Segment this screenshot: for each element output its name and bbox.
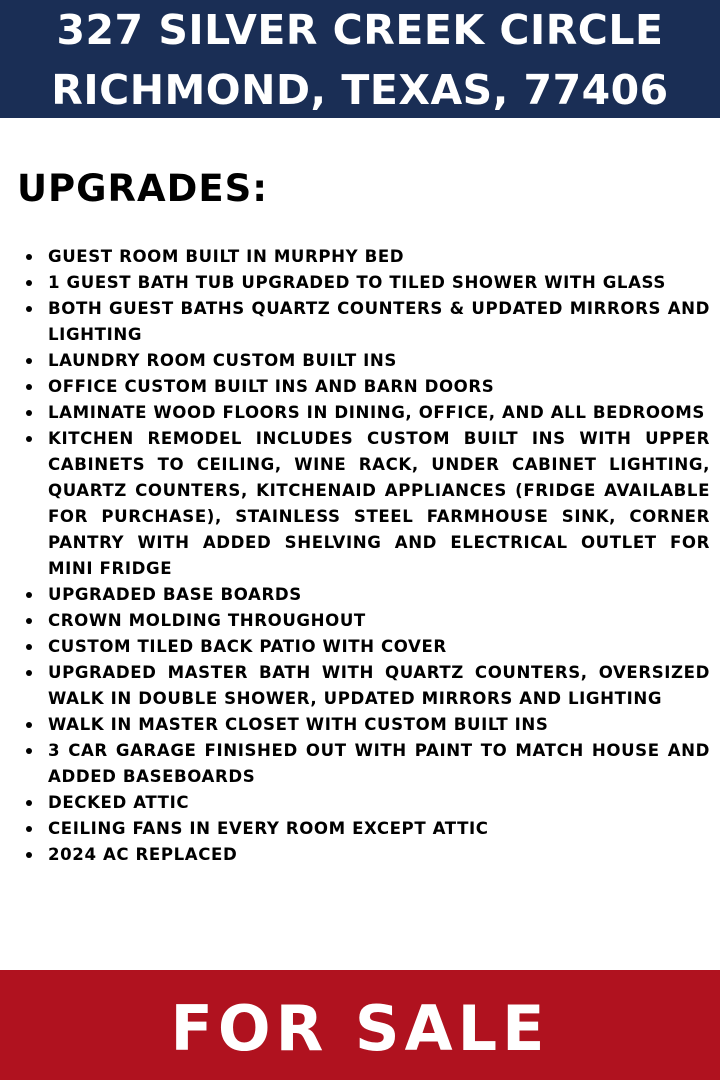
list-item: [48, 712, 710, 738]
address-banner: [0, 0, 720, 118]
list-item: [48, 634, 710, 660]
bullet-icon: [26, 800, 32, 806]
bullet-icon: [26, 358, 32, 364]
upgrade-text: LAMINATE WOOD FLOORS IN DINING, OFFICE, AND ALL BEDROOMS: [48, 403, 705, 422]
bullet-icon: [26, 852, 32, 858]
bullet-icon: [26, 826, 32, 832]
list-item: [48, 348, 710, 374]
upgrade-text: WALK IN MASTER CLOSET WITH CUSTOM BUILT INS: [48, 715, 549, 734]
upgrades-list: [48, 244, 710, 868]
bullet-icon: [26, 670, 32, 676]
bullet-icon: [26, 254, 32, 260]
list-item: [48, 296, 710, 348]
upgrade-text: 2024 AC REPLACED: [48, 845, 238, 864]
upgrade-text: UPGRADED BASE BOARDS: [48, 585, 302, 604]
upgrade-text: GUEST ROOM BUILT IN MURPHY BED: [48, 247, 405, 266]
bullet-icon: [26, 618, 32, 624]
list-item: [48, 374, 710, 400]
city-state-zip: RICHMOND, TEXAS, 77406: [51, 66, 669, 114]
street-address: 327 SILVER CREEK CIRCLE: [56, 6, 664, 54]
list-item: [48, 608, 710, 634]
upgrade-text: DECKED ATTIC: [48, 793, 190, 812]
upgrade-text: CEILING FANS IN EVERY ROOM EXCEPT ATTIC: [48, 819, 489, 838]
bullet-icon: [26, 410, 32, 416]
list-item: [48, 270, 710, 296]
bullet-icon: [26, 306, 32, 312]
upgrades-heading: UPGRADES:: [17, 167, 269, 210]
bullet-icon: [26, 280, 32, 286]
bullet-icon: [26, 436, 32, 442]
list-item: [48, 244, 710, 270]
list-item: [48, 816, 710, 842]
upgrade-text: CUSTOM TILED BACK PATIO WITH COVER: [48, 637, 447, 656]
upgrade-text: UPGRADED MASTER BATH WITH QUARTZ COUNTERS, OVERSIZED WALK IN DOUBLE SHOWER, UPDATED MIRRORS AND LIGHTING: [48, 663, 710, 708]
list-item: [48, 582, 710, 608]
upgrade-text: KITCHEN REMODEL INCLUDES CUSTOM BUILT INS WITH UPPER CABINETS TO CEILING, WINE RACK, UNDER CABINET LIGHTING, QUARTZ COUNTERS, KITCHENAID APPLIANCES (FRIDGE AVAILABLE FOR PURCHASE), STAINLESS STEEL FARMHOUSE SINK, CORNER PANTRY WITH ADDED SHELVING AND ELECTRICAL OUTLET FOR MINI FRIDGE: [48, 429, 710, 578]
for-sale-label: FOR SALE: [170, 992, 550, 1065]
list-item: [48, 426, 710, 582]
upgrade-text: BOTH GUEST BATHS QUARTZ COUNTERS & UPDATED MIRRORS AND LIGHTING: [48, 299, 710, 344]
upgrade-text: CROWN MOLDING THROUGHOUT: [48, 611, 366, 630]
upgrade-text: OFFICE CUSTOM BUILT INS AND BARN DOORS: [48, 377, 495, 396]
list-item: [48, 660, 710, 712]
upgrade-text: LAUNDRY ROOM CUSTOM BUILT INS: [48, 351, 397, 370]
bullet-icon: [26, 722, 32, 728]
upgrade-text: 1 GUEST BATH TUB UPGRADED TO TILED SHOWER WITH GLASS: [48, 273, 666, 292]
bullet-icon: [26, 592, 32, 598]
for-sale-banner: [0, 970, 720, 1080]
upgrade-text: 3 CAR GARAGE FINISHED OUT WITH PAINT TO MATCH HOUSE AND ADDED BASEBOARDS: [48, 741, 710, 786]
list-item: [48, 738, 710, 790]
bullet-icon: [26, 384, 32, 390]
list-item: [48, 790, 710, 816]
bullet-icon: [26, 644, 32, 650]
bullet-icon: [26, 748, 32, 754]
list-item: [48, 400, 710, 426]
list-item: [48, 842, 710, 868]
